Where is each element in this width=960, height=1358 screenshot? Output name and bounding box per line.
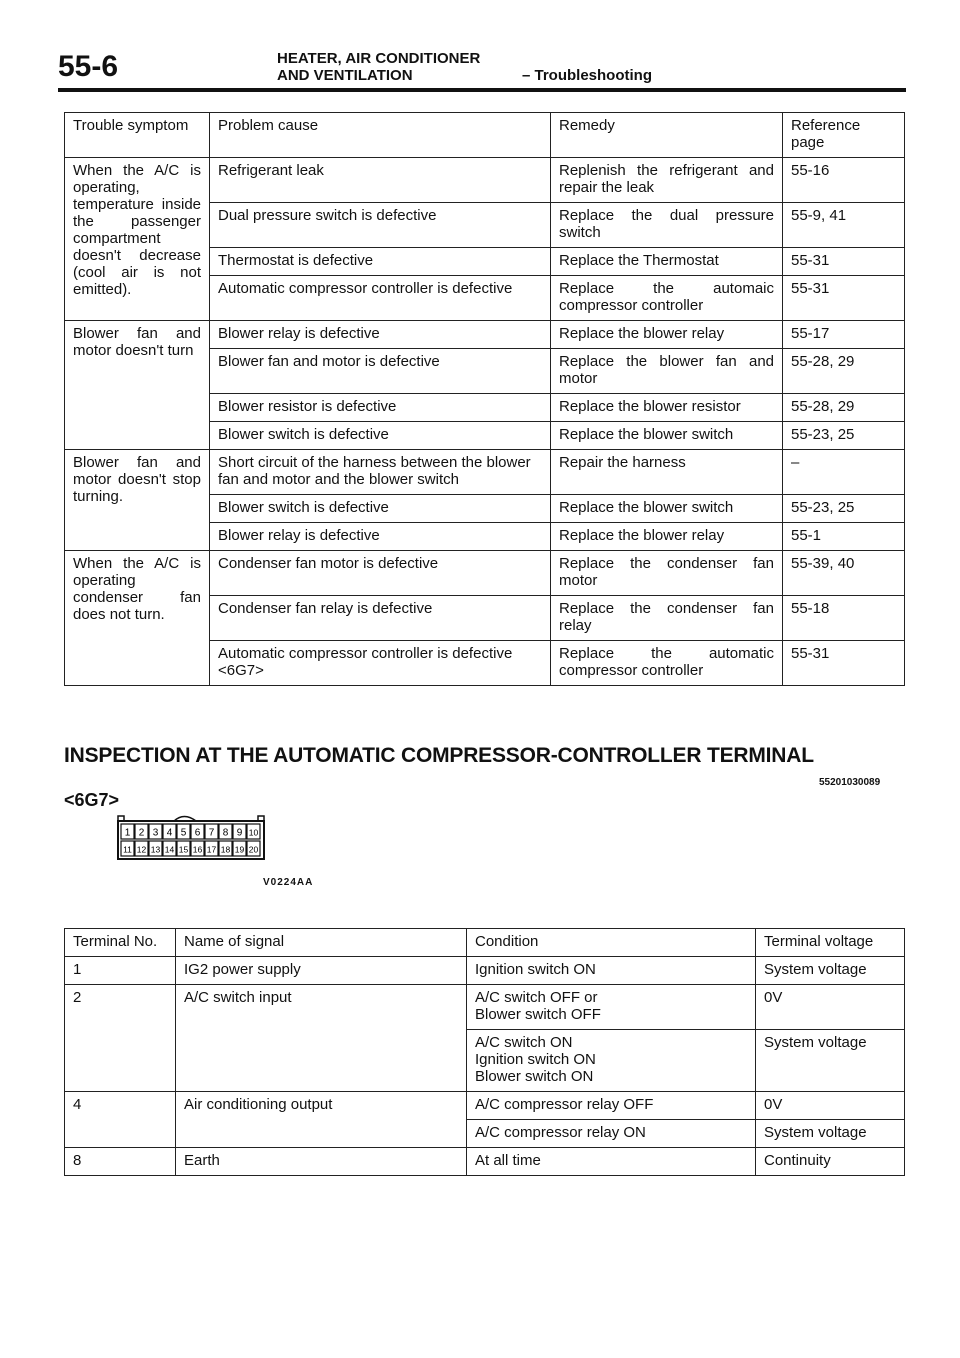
connector-pin-number: 2 (138, 827, 145, 839)
page-number: 55-6 (58, 50, 119, 83)
cause-cell: Automatic compressor controller is defective (210, 276, 551, 321)
header-remedy: Remedy (551, 113, 783, 158)
signal-name-cell: Earth (176, 1148, 467, 1176)
connector-pin-number: 8 (222, 827, 229, 839)
reference-cell: 55-28, 29 (783, 349, 905, 394)
condition-cell: A/C switch OFF or Blower switch OFF (467, 985, 756, 1030)
connector-pin-number: 6 (194, 827, 201, 839)
signal-name-cell: A/C switch input (176, 985, 467, 1092)
voltage-cell: Continuity (756, 1148, 905, 1176)
connector-pin-number: 5 (180, 827, 187, 839)
cause-cell: Dual pressure switch is defective (210, 203, 551, 248)
signal-name-cell: Air conditioning output (176, 1092, 467, 1148)
voltage-cell: System voltage (756, 1030, 905, 1092)
voltage-cell: 0V (756, 985, 905, 1030)
reference-cell: – (783, 450, 905, 495)
header-signal-name: Name of signal (176, 929, 467, 957)
heading-line-2: AND VENTILATION (277, 67, 413, 84)
header-condition: Condition (467, 929, 756, 957)
condition-cell: At all time (467, 1148, 756, 1176)
signal-name-cell: IG2 power supply (176, 957, 467, 985)
connector-pin-number: 1 (124, 827, 131, 839)
reference-cell: 55-39, 40 (783, 551, 905, 596)
terminal-table (64, 928, 905, 1176)
condition-cell: A/C compressor relay ON (467, 1120, 756, 1148)
condition-cell: A/C switch ON Ignition switch ON Blower switch ON (467, 1030, 756, 1092)
connector-diagram (116, 813, 268, 863)
header-terminal-no: Terminal No. (65, 929, 176, 957)
table-row (65, 321, 905, 349)
cause-cell: Thermostat is defective (210, 248, 551, 276)
terminal-no-cell: 1 (65, 957, 176, 985)
reference-cell: 55-31 (783, 248, 905, 276)
connector-pin-number: 12 (136, 844, 147, 855)
connector-pin-number: 19 (234, 844, 245, 855)
connector-pin-number: 10 (248, 827, 259, 838)
header-cause: Problem cause (210, 113, 551, 158)
remedy-cell: Replace the blower relay (551, 523, 783, 551)
reference-cell: 55-31 (783, 641, 905, 686)
cause-cell: Condenser fan motor is defective (210, 551, 551, 596)
header-rule (58, 88, 906, 92)
remedy-cell: Replace the dual pressure switch (551, 203, 783, 248)
remedy-cell: Replace the blower relay (551, 321, 783, 349)
remedy-cell: Repair the harness (551, 450, 783, 495)
table-row (65, 985, 905, 1030)
reference-cell: 55-18 (783, 596, 905, 641)
header-reference: Reference page (783, 113, 905, 158)
connector-pin-number: 18 (220, 844, 231, 855)
section-heading (277, 50, 480, 84)
remedy-cell: Replace the blower fan and motor (551, 349, 783, 394)
remedy-cell: Replenish the refrigerant and repair the leak (551, 158, 783, 203)
remedy-cell: Replace the automatic compressor controller (551, 641, 783, 686)
terminal-table-body (65, 929, 905, 1176)
cause-cell: Blower switch is defective (210, 422, 551, 450)
cause-cell: Condenser fan relay is defective (210, 596, 551, 641)
symptom-cell: When the A/C is operating, temperature inside the passenger compartment doesn't decrease (cool air is not emitted). (65, 158, 210, 321)
table-row (65, 551, 905, 596)
table-row (65, 158, 905, 203)
reference-cell: 55-1 (783, 523, 905, 551)
reference-cell: 55-28, 29 (783, 394, 905, 422)
cause-cell: Blower resistor is defective (210, 394, 551, 422)
table-header-row (65, 113, 905, 158)
heading-line-1: HEATER, AIR CONDITIONER (277, 50, 481, 67)
voltage-cell: System voltage (756, 957, 905, 985)
document-code: 55201030089 (819, 777, 881, 788)
reference-cell: 55-17 (783, 321, 905, 349)
engine-label: <6G7> (64, 790, 120, 810)
remedy-cell: Replace the Thermostat (551, 248, 783, 276)
connector-pin-number: 14 (164, 844, 175, 855)
connector-shape (118, 816, 264, 859)
terminal-no-cell: 8 (65, 1148, 176, 1176)
remedy-cell: Replace the condenser fan relay (551, 596, 783, 641)
table-row (65, 957, 905, 985)
table-row (65, 1148, 905, 1176)
terminal-no-cell: 4 (65, 1092, 176, 1148)
condition-cell: A/C compressor relay OFF (467, 1092, 756, 1120)
connector-pin-number: 20 (248, 844, 259, 855)
symptom-cell: Blower fan and motor doesn't stop turning. (65, 450, 210, 551)
inspection-title: INSPECTION AT THE AUTOMATIC COMPRESSOR-CONTROLLER TERMINAL (64, 744, 814, 767)
connector-pin-number: 17 (206, 844, 217, 855)
cause-cell: Blower relay is defective (210, 321, 551, 349)
remedy-cell: Replace the blower switch (551, 495, 783, 523)
reference-cell: 55-23, 25 (783, 422, 905, 450)
terminal-no-cell: 2 (65, 985, 176, 1092)
cause-cell: Refrigerant leak (210, 158, 551, 203)
header-symptom: Trouble symptom (65, 113, 210, 158)
connector-pin-number: 16 (192, 844, 203, 855)
reference-cell: 55-23, 25 (783, 495, 905, 523)
figure-code: V0224AA (263, 877, 314, 888)
connector-pin-number: 4 (166, 827, 173, 839)
voltage-cell: System voltage (756, 1120, 905, 1148)
remedy-cell: Replace the condenser fan motor (551, 551, 783, 596)
connector-pin-number: 3 (152, 827, 159, 839)
remedy-cell: Replace the automaic compressor controller (551, 276, 783, 321)
connector-pin-number: 13 (150, 844, 161, 855)
section-subtitle: – Troubleshooting (522, 67, 652, 84)
troubleshooting-table (64, 112, 905, 686)
symptom-cell: When the A/C is operating condenser fan does not turn. (65, 551, 210, 686)
connector-pin-number: 7 (208, 827, 215, 839)
troubleshooting-table-body (65, 113, 905, 686)
remedy-cell: Replace the blower switch (551, 422, 783, 450)
reference-cell: 55-31 (783, 276, 905, 321)
cause-cell: Blower switch is defective (210, 495, 551, 523)
cause-cell: Automatic compressor controller is defective <6G7> (210, 641, 551, 686)
remedy-cell: Replace the blower resistor (551, 394, 783, 422)
reference-cell: 55-16 (783, 158, 905, 203)
cause-cell: Short circuit of the harness between the blower fan and motor and the blower switch (210, 450, 551, 495)
connector-pin-number: 9 (236, 827, 243, 839)
table-row (65, 450, 905, 495)
table-header-row (65, 929, 905, 957)
condition-cell: Ignition switch ON (467, 957, 756, 985)
reference-cell: 55-9, 41 (783, 203, 905, 248)
voltage-cell: 0V (756, 1092, 905, 1120)
table-row (65, 1092, 905, 1120)
header-terminal-voltage: Terminal voltage (756, 929, 905, 957)
cause-cell: Blower relay is defective (210, 523, 551, 551)
cause-cell: Blower fan and motor is defective (210, 349, 551, 394)
symptom-cell: Blower fan and motor doesn't turn (65, 321, 210, 450)
connector-pin-number: 15 (178, 844, 189, 855)
connector-pin-number: 11 (123, 844, 132, 855)
